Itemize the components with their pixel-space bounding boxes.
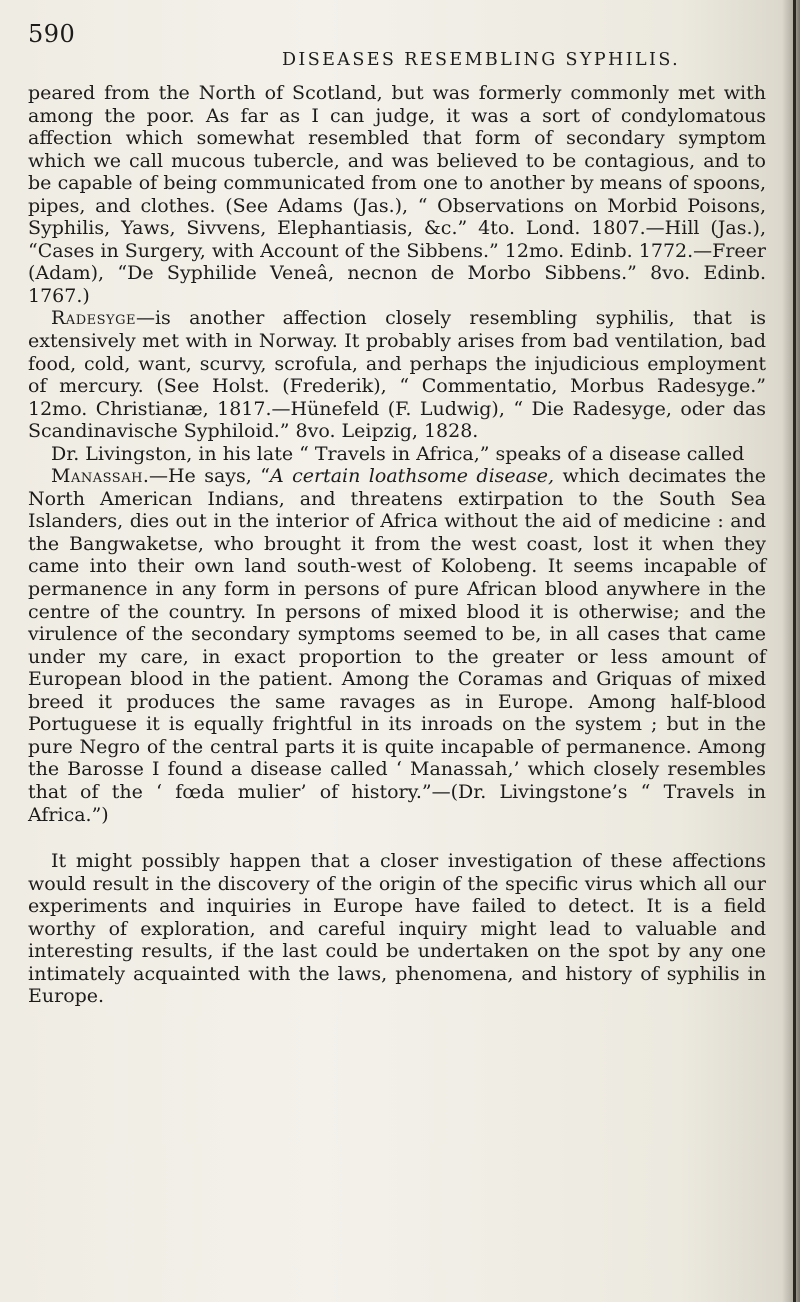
term-radesyge: Radesyge	[51, 307, 136, 330]
page-edge-line	[793, 0, 796, 1302]
paragraph-manassah-lead-in: .—He says, “	[142, 465, 270, 488]
paragraph-closing: It might possibly happen that a closer investigation of these affections would result in the discovery of the origin of the specific virus which all our experiments and inquiries in Europe have failed to detect. It is a field worthy of exploration, and careful inquiry might lead to valuable and interesting results, if the last could be undertaken on the spot by any one intimately acquainted with the laws, phenomena, and history of syphilis in Europe.	[28, 850, 766, 1008]
term-manassah: Manassah	[51, 465, 143, 488]
running-head: DISEASES RESEMBLING SYPHILIS.	[282, 50, 681, 70]
paragraph-manassah	[28, 465, 766, 826]
body-text	[28, 82, 766, 1008]
paragraph-radesyge-text: —is another affection closely resembling syphilis, that is extensively met with in Norway. It probably arises from bad ventilation, bad food, cold, want, scurvy, scrofula, and perhaps the injudicious employment of mercury. (See Holst. (Frederik), “ Commentatio, Morbus Radesyge.” 12mo. Christianæ, 1817.—Hünefeld (F. Ludwig), “ Die Radesyge, oder das Scandinavische Syphiloid.” 8vo. Leipzig, 1828.	[28, 307, 766, 443]
paragraph-sibbens: peared from the North of Scotland, but was formerly commonly met with among the poor. As far as I can judge, it was a sort of condylomatous affection which somewhat resembled that form of secondary symptom which we call mucous tubercle, and was believed to be contagious, and to be capable of being communicated from one to another by means of spoons, pipes, and clothes. (See Adams (Jas.), “ Observations on Morbid Poisons, Syphilis, Yaws, Sivvens, Elephantiasis, &c.” 4to. Lond. 1807.—Hill (Jas.), “Cases in Surgery, with Account of the Sibbens.” 12mo. Edinb. 1772.—Freer (Adam), “De Syphilide Veneâ, necnon de Morbo Sibbens.” 8vo. Edinb. 1767.)	[28, 82, 766, 307]
paragraph-livingston-intro: Dr. Livingston, in his late “ Travels in Africa,” speaks of a disease called	[51, 442, 745, 465]
paragraph-radesyge	[28, 307, 766, 442]
paragraph-manassah-italic: A certain loathsome disease,	[269, 465, 555, 488]
paragraph-manassah-text: which decimates the North American Indians, and threatens extirpation to the South Sea Islanders, dies out in the interior of Africa without the aid of medicine : and the Bangwaketse, who brought it from the west coast, lost it when they came into their own land south-west of Kolobeng. It seems incapable of permanence in any form in persons of pure African blood anywhere in the centre of the country. In persons of mixed blood it is otherwise; and the virulence of the secondary symptoms seemed to be, in all cases that came under my care, in exact proportion to the greater or less amount of European blood in the patient. Among the Coramas and Griquas of mixed breed it produces the same ravages as in Europe. Among half-blood Portuguese it is equally frightful in its inroads on the system ; but in the pure Negro of the central parts it is quite incapable of permanence. Among the Barosse I found a disease called ‘ Manassah,’ which closely resembles that of the ‘ fœda mulier’ of history.”—(Dr. Livingstone’s “ Travels in Africa.”)	[28, 465, 766, 826]
page-edge-shadow	[782, 0, 800, 1302]
page-number: 590	[28, 20, 76, 48]
